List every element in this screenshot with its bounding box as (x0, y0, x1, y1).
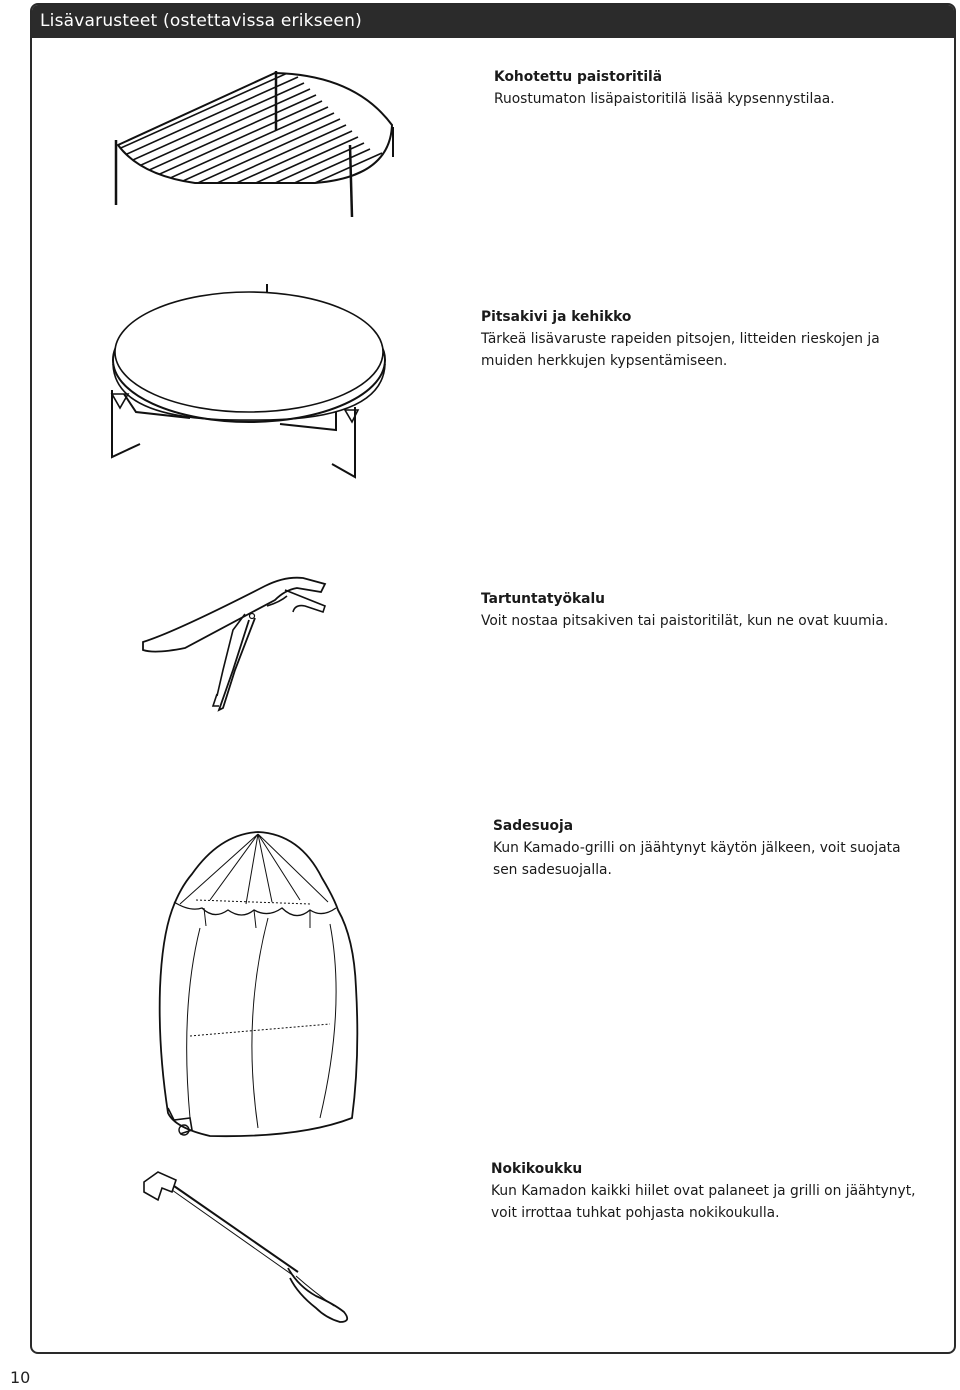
ash-hook-icon (138, 1168, 378, 1328)
rain-cover-icon (150, 828, 370, 1148)
item-description: Tärkeä lisävaruste rapeiden pitsojen, litteiden rieskojen ja muiden herkkujen kypsentämiseen. (481, 331, 880, 369)
item-raised-grate (494, 66, 924, 110)
item-gripper-tool (481, 588, 921, 632)
item-title: Pitsakivi ja kehikko (481, 309, 632, 325)
item-description: Voit nostaa pitsakiven tai paistoritilät, kun ne ovat kuumia. (481, 613, 889, 629)
item-pizza-stone (481, 306, 911, 372)
item-rain-cover (493, 815, 923, 881)
item-title: Kohotettu paistoritilä (494, 69, 663, 85)
pizza-stone-icon (100, 282, 400, 482)
item-description: Kun Kamadon kaikki hiilet ovat palaneet ja grilli on jäähtynyt, voit irrottaa tuhkat pohjasta nokikoukulla. (491, 1183, 916, 1221)
raised-grill-grate-icon (100, 65, 410, 225)
item-ash-hook (491, 1158, 931, 1224)
item-description: Ruostumaton lisäpaistoritilä lisää kypsennystilaa. (494, 91, 835, 107)
item-title: Sadesuoja (493, 818, 574, 834)
item-title: Tartuntatyökalu (481, 591, 605, 607)
gripper-tool-icon (135, 570, 345, 720)
page-number: 10 (10, 1368, 31, 1387)
item-title: Nokikoukku (491, 1161, 583, 1177)
item-description: Kun Kamado-grilli on jäähtynyt käytön jälkeen, voit suojata sen sadesuojalla. (493, 840, 901, 878)
section-header: Lisävarusteet (ostettavissa erikseen) (32, 5, 954, 38)
